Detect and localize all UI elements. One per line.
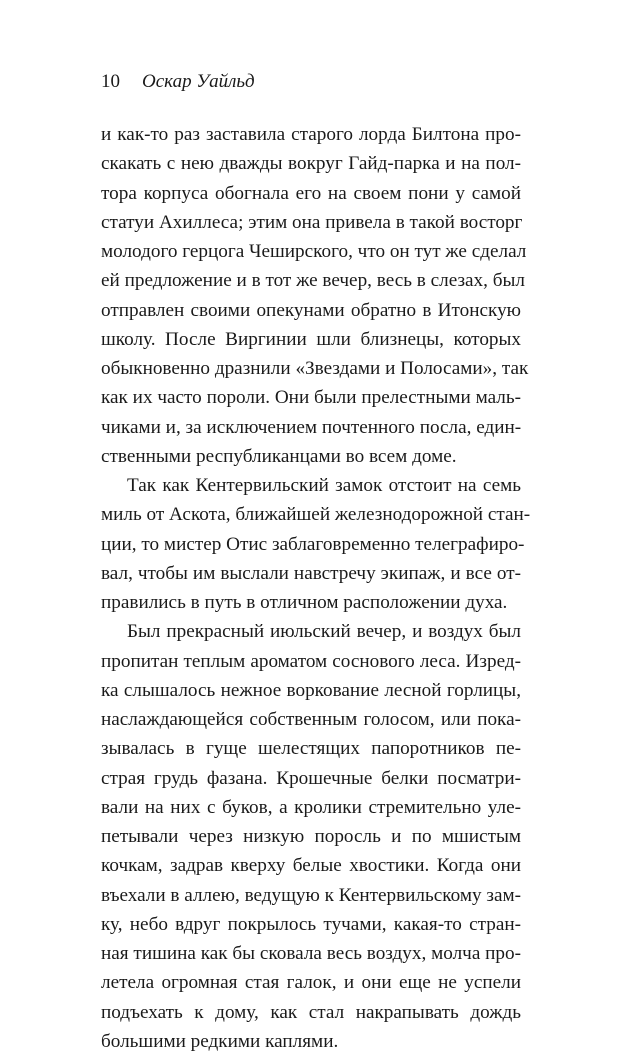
text-line: подъехать к дому, как стал накрапывать дождь — [101, 1001, 521, 1023]
book-page — [101, 70, 531, 1056]
text-line: отправлен своими опекунами обратно в Итонскую — [101, 299, 521, 321]
text-line: вал, чтобы им выслали навстречу экипаж, и все от- — [101, 562, 521, 584]
text-line: правились в путь в отличном расположении духа. — [101, 592, 508, 613]
text-line: летела огромная стая галок, и они еще не успели — [101, 972, 521, 994]
text-line: Так как Кентервильский замок отстоит на семь — [127, 475, 521, 496]
text-line: большими редкими каплями. — [101, 1030, 339, 1052]
text-line: ей предложение и в тот же вечер, весь в слезах, был — [101, 270, 525, 292]
text-line: ции, то мистер Отис заблаговременно телеграфиро- — [101, 533, 525, 555]
running-head-author: Оскар Уайльд — [142, 71, 255, 92]
text-line: вали на них с буков, а кролики стремительно уле- — [101, 796, 521, 818]
text-line: школу. После Виргинии шли близнецы, которых — [101, 328, 521, 350]
running-head — [101, 70, 521, 94]
text-line: чиками и, за исключением почтенного посла, един- — [101, 416, 522, 438]
text-line: и как-то раз заставила старого лорда Билтона про- — [101, 124, 521, 145]
text-line: обыкновенно дразнили «Звездами и Полосами», так — [101, 358, 529, 379]
text-line: пропитан теплым ароматом соснового леса. Изред- — [101, 650, 521, 672]
paragraph — [101, 471, 531, 617]
page-number: 10 — [101, 71, 120, 92]
text-line: ственными республиканцами во всем доме. — [101, 445, 457, 467]
paragraph — [101, 617, 521, 1056]
paragraph — [101, 120, 529, 471]
text-line: молодого герцога Чеширского, что он тут же сделал — [101, 241, 527, 262]
text-line: тора корпуса обогнала его на своем пони у самой — [101, 182, 521, 204]
body-text — [101, 120, 531, 1056]
text-line: зывалась в гуще шелестящих папоротников пе- — [101, 738, 521, 760]
text-line: въехали в аллею, ведущую к Кентервильскому зам- — [101, 884, 522, 906]
text-line: наслаждающейся собственным голосом, или пока- — [101, 709, 521, 730]
text-line: скакать с нею дважды вокруг Гайд-парка и на пол- — [101, 153, 521, 175]
text-line: кочкам, задрав кверху белые хвостики. Когда они — [101, 855, 521, 877]
text-line: петывали через низкую поросль и по мшистым — [101, 826, 521, 847]
text-line: статуи Ахиллеса; этим она привела в такой восторг — [101, 211, 523, 233]
text-line: ка слышалось нежное воркование лесной горлицы, — [101, 679, 521, 701]
text-line: миль от Аскота, ближайшей железнодорожной стан- — [101, 504, 531, 526]
text-line: страя грудь фазана. Крошечные белки посматри- — [101, 767, 521, 789]
text-line: как их часто пороли. Они были прелестными маль- — [101, 387, 521, 409]
text-line: Был прекрасный июльский вечер, и воздух был — [127, 621, 521, 643]
text-line: ная тишина как бы сковала весь воздух, молча про- — [101, 943, 521, 964]
text-line: ку, небо вдруг покрылось тучами, какая-то стран- — [101, 913, 521, 935]
